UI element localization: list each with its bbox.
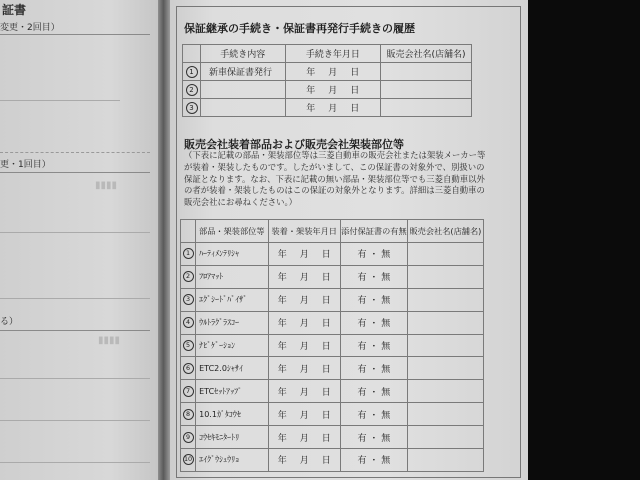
dealer-cell (407, 426, 483, 449)
table-header-row (181, 220, 484, 243)
part-cell: ｺｳｾｷﾓﾆﾀｰﾄﾘ (196, 426, 268, 449)
procedure-cell (201, 81, 286, 99)
part-cell: ｴｸﾞｼｰﾄﾞﾊﾞｲｻﾞ (196, 288, 268, 311)
date-cell: 年 月 日 (268, 403, 340, 426)
dealer-cell (407, 243, 483, 266)
date-cell: 年 月 日 (285, 99, 380, 117)
table-row (183, 63, 472, 81)
yes-no-cell: 有 ・ 無 (340, 357, 407, 380)
row-number: 9 (181, 426, 196, 449)
dealer-cell (381, 81, 472, 99)
row-number: 1 (183, 63, 201, 81)
table-header-cell: 手続き内容 (201, 45, 286, 63)
dealer-cell (381, 99, 472, 117)
table-header-cell: 販売会社名(店舗名) (407, 220, 483, 243)
right-page (170, 0, 528, 480)
date-cell: 年 月 日 (268, 311, 340, 334)
table-row (181, 334, 484, 357)
divider (0, 330, 150, 331)
table-row (181, 449, 484, 472)
left-page-line: 変更・2回目） (0, 23, 60, 33)
yes-no-cell: 有 ・ 無 (340, 311, 407, 334)
parts-heading: 販売会社装着部品および販売会社架装部位等 (184, 138, 404, 151)
notes-line: が装着・架装したものです。したがいまして、この保証書の対象外で、別扱いの (184, 161, 485, 172)
date-cell: 年 月 日 (268, 243, 340, 266)
part-cell: 10.1ｶﾞﾀｺｳｾ (196, 403, 268, 426)
row-number: 6 (181, 357, 196, 380)
date-cell: 年 月 日 (285, 81, 380, 99)
table-row (181, 403, 484, 426)
yes-no-cell: 有 ・ 無 (340, 403, 407, 426)
left-page-line: る） (0, 317, 19, 327)
divider (0, 232, 150, 233)
yes-no-cell: 有 ・ 無 (340, 288, 407, 311)
dealer-cell (407, 265, 483, 288)
dashed-divider (0, 152, 150, 153)
part-cell: ﾊｰﾃｨﾒﾝﾃﾘｼｬ (196, 243, 268, 266)
date-cell: 年 月 日 (268, 449, 340, 472)
row-number: 4 (181, 311, 196, 334)
yes-no-cell: 有 ・ 無 (340, 380, 407, 403)
date-cell: 年 月 日 (268, 380, 340, 403)
divider (0, 420, 150, 421)
part-cell: ETCｾｯﾄｱｯﾌﾟ (196, 380, 268, 403)
date-cell: 年 月 日 (268, 265, 340, 288)
table-row (181, 311, 484, 334)
row-number: 3 (183, 99, 201, 117)
dealer-cell (407, 357, 483, 380)
date-cell: 年 月 日 (268, 334, 340, 357)
dealer-cell (381, 63, 472, 81)
row-number: 1 (181, 243, 196, 266)
show-through-text: ▮▮▮▮ (98, 335, 121, 346)
yes-no-cell: 有 ・ 無 (340, 426, 407, 449)
table-header-cell: 手続き年月日 (285, 45, 380, 63)
notes-paragraph (184, 150, 502, 209)
notes-line: （下表に記載の部品・架装部位等は三菱自動車の販売会社または架装メーカー等 (184, 150, 486, 160)
notes-line: 保証となります。なお、下表に記載の無い部品・架装部位等でも三菱自動車以外 (184, 173, 485, 184)
notes-line: の者が装着・架装したものはこの保証の対象外となります。詳細は三菱自動車の (184, 185, 485, 196)
left-page-title: 証書 (2, 3, 27, 17)
show-through-text: ▮▮▮▮ (95, 180, 118, 191)
table-row (181, 380, 484, 403)
yes-no-cell: 有 ・ 無 (340, 334, 407, 357)
dealer-cell (407, 311, 483, 334)
row-number: 7 (181, 380, 196, 403)
part-cell: ﾌﾛｱﾏｯﾄ (196, 265, 268, 288)
row-number: 2 (181, 265, 196, 288)
date-cell: 年 月 日 (268, 426, 340, 449)
date-cell: 年 月 日 (268, 288, 340, 311)
dealer-cell (407, 403, 483, 426)
table-row (181, 243, 484, 266)
divider (0, 378, 150, 379)
divider (0, 100, 120, 101)
table-row (181, 357, 484, 380)
dealer-cell (407, 380, 483, 403)
left-page (0, 0, 158, 480)
part-cell: ETC2.0ｼｬｻｲ (196, 357, 268, 380)
dealer-cell (407, 449, 483, 472)
table-header-cell (181, 220, 196, 243)
notes-line: 販売会社にお尋ねください。） (184, 197, 298, 208)
procedure-cell (201, 99, 286, 117)
date-cell: 年 月 日 (268, 357, 340, 380)
part-cell: ﾅﾋﾞｹﾞｰｼｮﾝ (196, 334, 268, 357)
divider (0, 172, 150, 173)
book-gutter (158, 0, 170, 480)
history-table (182, 44, 472, 117)
yes-no-cell: 有 ・ 無 (340, 243, 407, 266)
part-cell: ｳﾙﾄﾗｸﾞﾗｽｺｰ (196, 311, 268, 334)
table-header-cell: 販売会社名(店舗名) (381, 45, 472, 63)
table-header-cell: 添付保証書の有無 (340, 220, 407, 243)
table-row (181, 426, 484, 449)
table-row (183, 81, 472, 99)
divider (0, 298, 150, 299)
procedure-cell: 新車保証書発行 (201, 63, 286, 81)
divider (0, 34, 150, 35)
parts-table (180, 219, 484, 472)
dealer-cell (407, 288, 483, 311)
table-row (183, 99, 472, 117)
yes-no-cell: 有 ・ 無 (340, 449, 407, 472)
divider (0, 462, 150, 463)
row-number: 8 (181, 403, 196, 426)
row-number: 5 (181, 334, 196, 357)
row-number: 2 (183, 81, 201, 99)
date-cell: 年 月 日 (285, 63, 380, 81)
history-heading: 保証継承の手続き・保証書再発行手続きの履歴 (184, 22, 415, 35)
row-number: 3 (181, 288, 196, 311)
table-header-cell: 部品・架装部位等 (196, 220, 268, 243)
table-row (181, 265, 484, 288)
row-number: 10 (181, 449, 196, 472)
table-header-row (183, 45, 472, 63)
table-row (181, 288, 484, 311)
table-header-cell (183, 45, 201, 63)
yes-no-cell: 有 ・ 無 (340, 265, 407, 288)
table-header-cell: 装着・架装年月日 (268, 220, 340, 243)
part-cell: ｴｲｸﾞｳｼｭｳﾘｮ (196, 449, 268, 472)
left-page-line: 更・1回目） (0, 160, 51, 170)
dealer-cell (407, 334, 483, 357)
